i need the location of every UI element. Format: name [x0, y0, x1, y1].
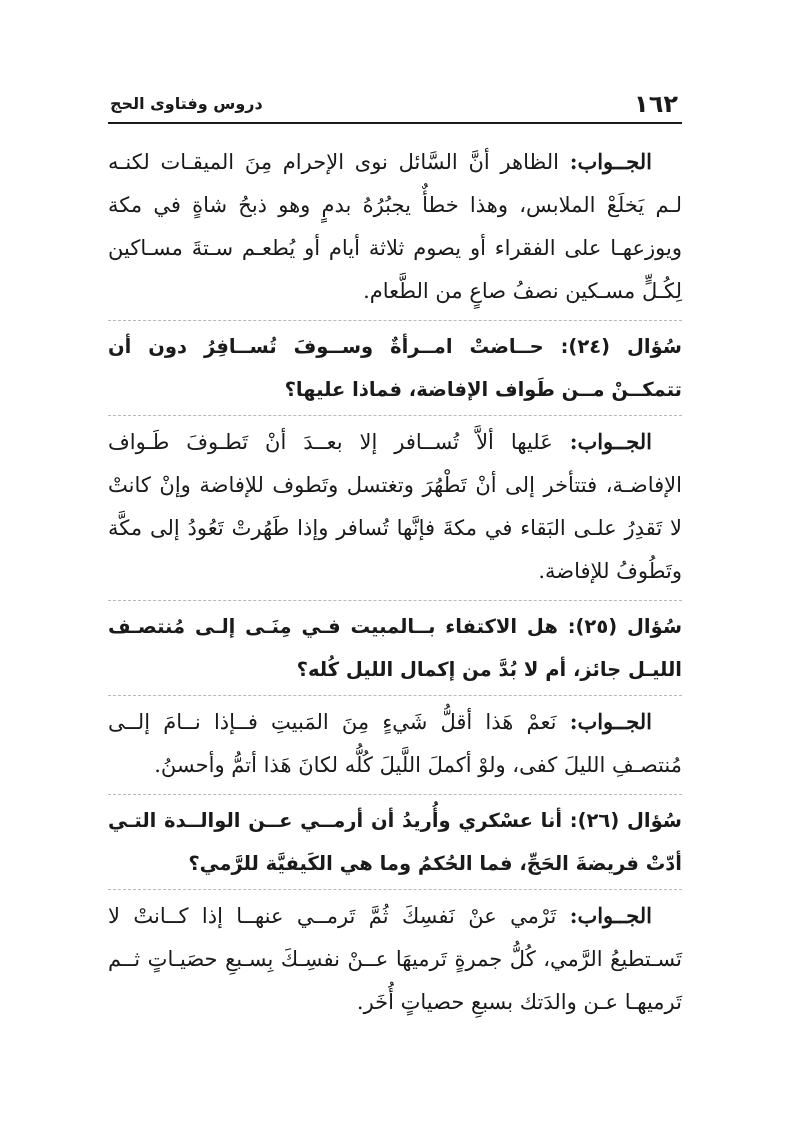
page-number: ١٦٢: [634, 90, 678, 118]
answer-paragraph: [108, 889, 682, 1024]
question-text: هل الاكتفاء بــالمبيت فـي مِنَـى إلـى مُنتصـف الليـل جائز، أم لا بُدَّ من إكمال الليل كُله؟: [108, 615, 682, 681]
answer-text: عَليها ألاَّ تُســافر إلا بعــدَ أنْ تَطـوفَ طَـواف الإفاضـة، فتتأخر إلى أنْ تَطْهُرَ وتغتسل وتَطوف للإفاضة وإنْ كانتْ لا تَقدِرُ علـى البَقاء في مكةَ فإنَّها تُسافر وإذا طَهُرتْ تَعُودُ إلى مكَّة وتَطُوفُ للإفاضة.: [108, 430, 682, 583]
question-text: حــاضتْ امــرأةٌ وســوفَ تُســافِرُ دون أن تتمكــنْ مــن طَواف الإفاضة، فماذا عليها؟: [108, 335, 682, 401]
answer-paragraph: [108, 140, 682, 313]
answer-text: الظاهر أنَّ السَّائل نوى الإحرام مِنَ الميقـات لكنـه لـم يَخلَعْ الملابس، وهذا خطأٌ يجبُرُهُ بدمٍ وهو ذبحُ شاةٍ في مكة ويوزعهـا على الفقراء أو يصوم ثلاثة أيام أو يُطعـم سـتةَ مسـاكين لِكُـلٍّ مسـكين نصفُ صاعٍ من الطَّعام.: [108, 150, 682, 303]
page-body: [108, 140, 682, 1024]
question-label: سُؤال (٢٦):: [569, 809, 682, 832]
question-text: أنا عسْكري وأُريدُ أن أرمــي عــن الوالــدة التـي أدّتْ فريضةَ الحَجِّ، فما الحُكمُ وما هي الكَيفيَّة للرَّمي؟: [108, 809, 682, 875]
answer-label: الجــواب:: [569, 709, 652, 734]
answer-paragraph: [108, 695, 682, 787]
question-paragraph: [108, 794, 682, 885]
book-title: دروس وفتاوى الحج: [110, 94, 263, 113]
answer-label: الجــواب:: [569, 149, 652, 174]
answer-text: نَعمْ هَذا أقلُّ شَيءٍ مِنَ المَبيتِ فــإذا نــامَ إلــى مُنتصـفِ الليلَ كفى، ولوْ أكملَ اللَّيلَ كُلُّه لكانَ هَذا أتمُّ وأحسنُ.: [108, 710, 682, 777]
answer-text: تَرْمي عنْ نَفسِكَ ثُمَّ تَرمــي عنهــا إذا كــانتْ لا تَسـتطيعُ الرَّمي، كُلُّ جمرةٍ تَرميهَا عــنْ نفسِـكَ بِسـبعِ حصَيـاتٍ ثــم تَرميهـا عـن والدَتك بسبعِ حصياتٍ أُخَر.: [108, 904, 682, 1014]
page-header: [108, 88, 682, 124]
question-paragraph: [108, 320, 682, 411]
answer-label: الجــواب:: [569, 429, 652, 454]
answer-label: الجــواب:: [569, 903, 652, 928]
answer-paragraph: [108, 415, 682, 593]
question-paragraph: [108, 600, 682, 691]
question-label: سُؤال (٢٤):: [560, 335, 682, 358]
question-label: سُؤال (٢٥):: [567, 615, 682, 638]
